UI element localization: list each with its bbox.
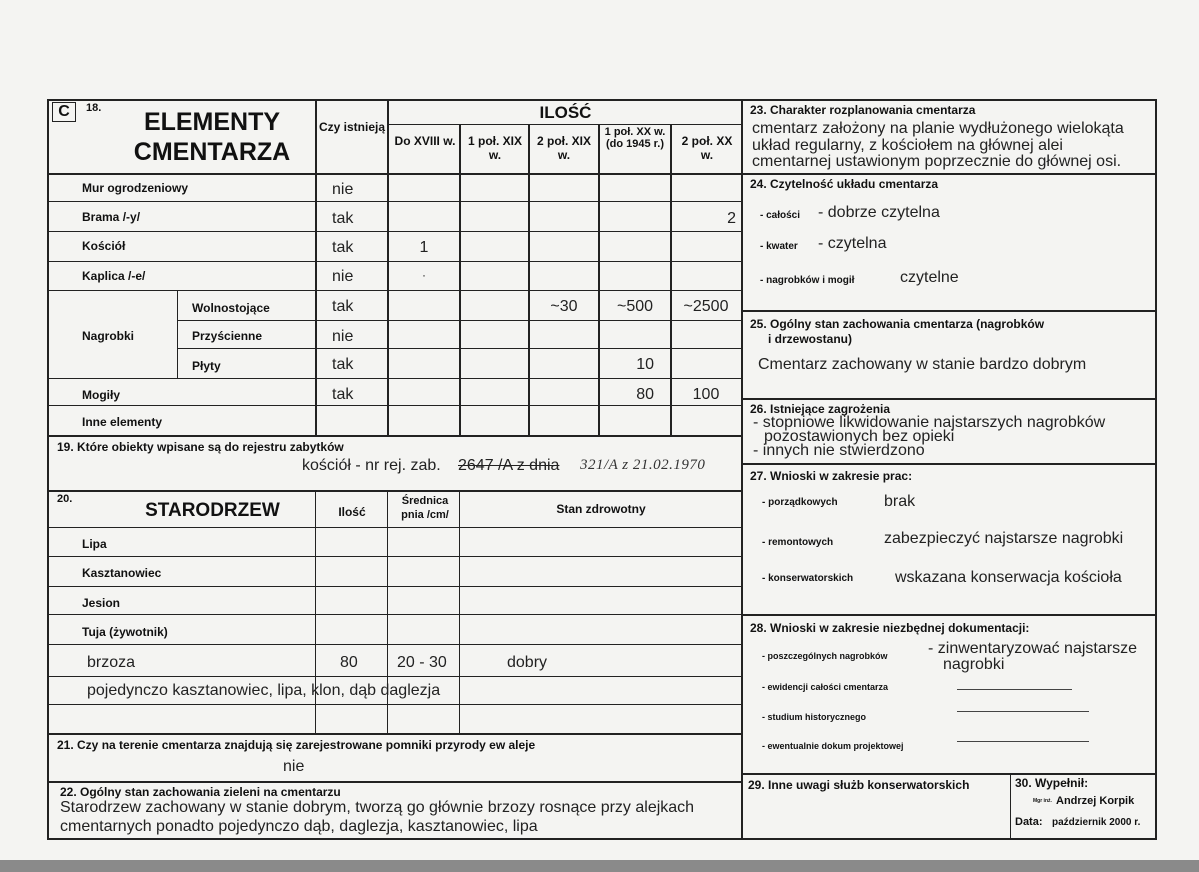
s20-col-ilosc: Ilość — [338, 505, 366, 519]
row-line-1 — [47, 201, 741, 202]
tree-label: Kasztanowiec — [82, 566, 162, 580]
s29-top-line — [741, 773, 1157, 775]
s27-item-key: - konserwatorskich — [762, 573, 854, 584]
row-label: Przyścienne — [192, 329, 263, 343]
s25-top-line — [741, 310, 1157, 312]
s20-col-stan: Stan zdrowotny — [556, 502, 646, 516]
s20-number: 20. — [57, 493, 73, 505]
row-label: Płyty — [192, 359, 221, 373]
row-label: Mogiły — [82, 388, 120, 402]
s20-row-line-3 — [47, 614, 741, 615]
section-18-number: 18. — [86, 102, 102, 114]
frame-top — [47, 99, 1157, 101]
col-do-xviii: Do XVIII w. — [394, 134, 456, 148]
s27-label: 27. Wnioski w zakresie prac: — [750, 469, 913, 483]
frame-middle — [741, 99, 743, 840]
col-1pol-xx: 1 poł. XX w. (do 1945 r.) — [604, 126, 666, 151]
s25-value: Cmentarz zachowany w stanie bardzo dobrym — [758, 356, 1087, 373]
qty-kaplica-mark: · — [422, 268, 426, 282]
brzoza-diam: 20 - 30 — [397, 654, 447, 671]
s24-item-key: - całości — [760, 210, 801, 221]
s19-value-c: 321/A z 21.02.1970 — [580, 457, 706, 473]
s21-label: 21. Czy na terenie cmentarza znajdują się zarejestrowane pomniki przyrody ew aleje — [57, 738, 536, 752]
s22-label: 22. Ogólny stan zachowania zieleni na cmentarzu — [60, 785, 341, 799]
s28-item-key: - ewentualnie dokum projektowej — [762, 741, 904, 751]
s30-date-label: Data: — [1015, 816, 1043, 828]
elementy-title-1: ELEMENTY — [143, 108, 281, 136]
czy-istnieja-header: Czy istnieją — [318, 120, 386, 134]
s24-label: 24. Czytelność układu cmentarza — [750, 177, 939, 191]
row-line-6 — [178, 348, 741, 349]
qty-wolno-1polxx: ~500 — [616, 298, 654, 315]
row-label: Kaplica /-e/ — [82, 269, 146, 283]
other-trees: pojedynczo kasztanowiec, lipa, klon, dąb daglezja — [87, 682, 441, 699]
s19-value-a: kościół - nr rej. zab. — [302, 457, 441, 474]
tree-label: Lipa — [82, 537, 107, 551]
s28-label: 28. Wnioski w zakresie niezbędnej dokumentacji: — [750, 621, 1030, 635]
col-line-2 — [459, 125, 461, 436]
s20-col-srednica: Średnica pnia /cm/ — [401, 495, 449, 521]
row-line-2 — [47, 231, 741, 232]
col-line-exists — [315, 99, 317, 436]
qty-brama-2polxx: 2 — [727, 210, 736, 227]
starodrzew-title: STARODRZEW — [145, 500, 280, 521]
s26-line-1: - stopniowe likwidowanie najstarszych nagrobków — [753, 414, 1106, 431]
s30-name: Andrzej Korpik — [1056, 795, 1135, 807]
col-line-1 — [387, 99, 389, 436]
frame-bottom — [47, 838, 1155, 840]
s23-line-1: cmentarz założony na planie wydłużonego wielokąta — [752, 120, 1124, 137]
col-1pol-xix: 1 poł. XIX w. — [467, 134, 522, 163]
section-letter: C — [58, 103, 70, 120]
exists-value: nie — [332, 181, 354, 198]
s22-line-1: Starodrzew zachowany w stanie dobrym, tworzą go głównie brzozy rosnące przy alejkach — [60, 799, 695, 816]
brzoza-name: brzoza — [87, 654, 136, 671]
row-line-7 — [47, 378, 741, 379]
s20-row-line-0 — [47, 527, 741, 528]
s19-top-line — [47, 435, 741, 437]
qty-wolno-2polxx: ~2500 — [683, 298, 729, 315]
qty-mogily-2polxx: 100 — [692, 386, 720, 403]
col-2pol-xx: 2 poł. XX w. — [681, 134, 733, 163]
col-2pol-xix: 2 poł. XIX w. — [536, 134, 591, 163]
row-label: Inne elementy — [82, 415, 163, 429]
s29-label: 29. Inne uwagi służb konserwatorskich — [748, 778, 970, 792]
row-line-3 — [47, 261, 741, 262]
row-label: Brama /-y/ — [82, 210, 141, 224]
row-line-4 — [47, 290, 741, 291]
s28-blank-line — [957, 741, 1089, 742]
s28-top-line — [741, 614, 1157, 616]
col-line-3 — [528, 125, 530, 436]
exists-value: tak — [332, 386, 354, 403]
s27-item-value: zabezpieczyć najstarsze nagrobki — [884, 530, 1124, 547]
row-label: Kościół — [82, 239, 126, 253]
nagrobki-label: Nagrobki — [82, 329, 135, 343]
frame-left — [47, 99, 49, 840]
tree-label: Tuja (żywotnik) — [82, 625, 168, 639]
s20-row-line-6 — [47, 704, 741, 705]
s28-value-2: nagrobki — [943, 656, 1005, 673]
s20-row-line-4 — [47, 644, 741, 645]
exists-value: tak — [332, 356, 354, 373]
s20-row-line-2 — [47, 586, 741, 587]
s23-line-3: cmentarnej ustawionym poprzecznie do głównej osi. — [752, 153, 1122, 170]
ilosc-underline — [387, 124, 741, 125]
s27-item-key: - porządkowych — [762, 497, 838, 508]
exists-value: tak — [332, 239, 354, 256]
s25-label-1: 25. Ogólny stan zachowania cmentarza (nagrobków — [750, 317, 1045, 331]
qty-wolno-2polxix: ~30 — [550, 298, 578, 315]
qty-plyty-1polxx: 10 — [636, 356, 654, 373]
s21-value: nie — [283, 758, 305, 775]
s19-value-b: 2647 /A z dnia — [458, 457, 560, 474]
brzoza-qty: 80 — [340, 654, 358, 671]
s22-line-2: cmentarnych ponadto pojedynczo dąb, daglezja, kasztanowiec, lipa — [60, 818, 538, 835]
s29-s30-divider — [1010, 773, 1011, 840]
nagrobki-divider — [177, 290, 178, 379]
elementy-title-2: CMENTARZA — [133, 138, 291, 166]
s27-item-value: brak — [884, 493, 916, 510]
row-line-0 — [47, 173, 741, 175]
s23-label: 23. Charakter rozplanowania cmentarza — [750, 103, 976, 117]
s23-line-2: układ regularny, z kościołem na głównej alei — [752, 137, 1063, 154]
s30-label: 30. Wypełnił: — [1015, 776, 1089, 790]
row-label: Mur ogrodzeniowy — [82, 181, 188, 195]
row-line-8 — [47, 405, 741, 406]
s30-date: październik 2000 r. — [1052, 817, 1141, 828]
s21-top-line — [47, 733, 741, 735]
s19-label: 19. Które obiekty wpisane są do rejestru zabytków — [57, 440, 344, 454]
s27-top-line — [741, 463, 1157, 465]
s27-item-key: - remontowych — [762, 537, 834, 548]
s27-item-value: wskazana konserwacja kościoła — [895, 569, 1122, 586]
frame-right — [1155, 99, 1157, 840]
s28-blank-line — [957, 689, 1072, 690]
s28-blank-line — [957, 711, 1089, 712]
s20-row-line-1 — [47, 556, 741, 557]
qty-kosciol-xviii: 1 — [419, 239, 429, 256]
exists-value: tak — [332, 298, 354, 315]
s24-top-line — [741, 173, 1157, 175]
s28-item-key: - ewidencji całości cmentarza — [762, 682, 889, 692]
exists-value: nie — [332, 268, 354, 285]
row-line-5 — [178, 320, 741, 321]
s28-value-1: - zinwentaryzować najstarsze — [928, 640, 1137, 657]
ilosc-header: ILOŚĆ — [539, 103, 592, 122]
brzoza-state: dobry — [507, 654, 548, 671]
s30-prefix: Mgr inż. — [1033, 798, 1052, 804]
s26-top-line — [741, 398, 1157, 400]
exists-value: tak — [332, 210, 354, 227]
row-label: Wolnostojące — [192, 301, 270, 315]
qty-mogily-1polxx: 80 — [636, 386, 654, 403]
s24-item-value: czytelne — [900, 269, 959, 286]
s24-item-key: - nagrobków i mogił — [760, 275, 855, 286]
s26-label: 26. Istniejące zagrożenia — [750, 402, 891, 416]
tree-label: Jesion — [82, 596, 121, 610]
s24-item-value: - dobrze czytelna — [818, 204, 940, 221]
exists-value: nie — [332, 328, 354, 345]
s26-line-2: pozostawionych bez opieki — [764, 428, 955, 445]
s22-top-line — [47, 781, 741, 783]
s28-item-key: - studium historycznego — [762, 712, 867, 722]
s28-item-key: - poszczególnych nagrobków — [762, 651, 888, 661]
s24-item-key: - kwater — [760, 241, 798, 252]
s20-top-line — [47, 490, 741, 492]
s20-row-line-5 — [47, 676, 741, 677]
s24-item-value: - czytelna — [818, 235, 887, 252]
s25-label-2: i drzewostanu) — [768, 332, 853, 346]
s26-line-3: - innych nie stwierdzono — [753, 442, 925, 459]
